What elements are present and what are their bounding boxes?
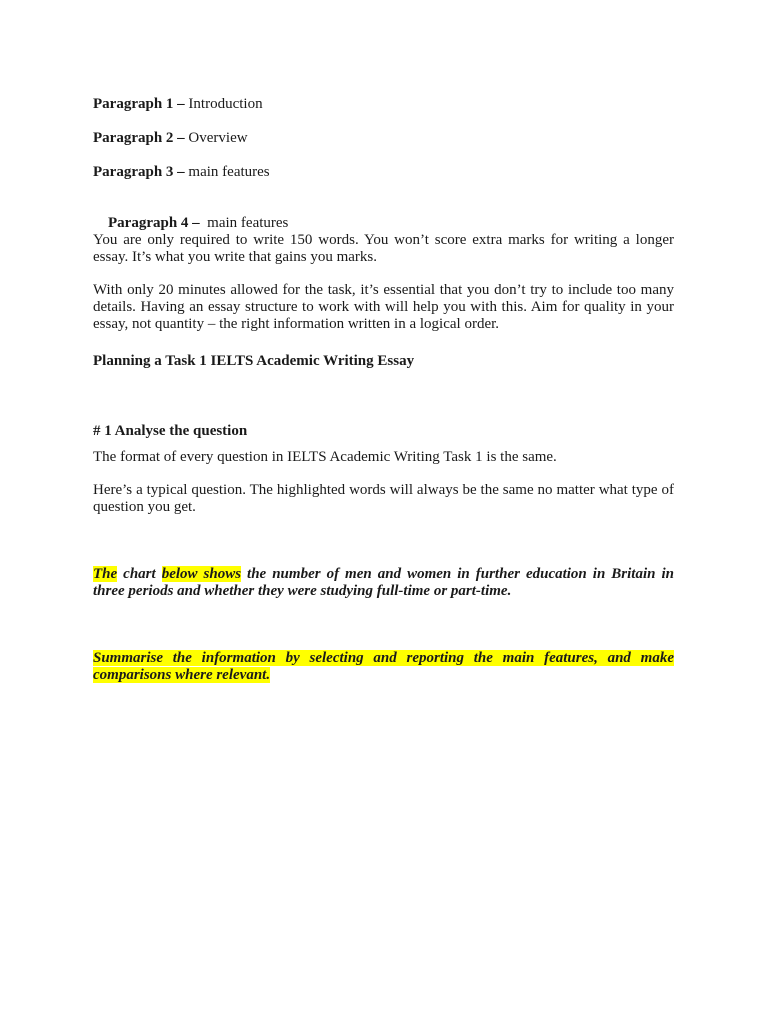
structure-desc: Introduction xyxy=(188,96,263,112)
sample-question-prompt xyxy=(93,566,674,600)
highlighted-instruction: Summarise the information by selecting and reporting the main features, and make comparisons where relevant. xyxy=(93,650,674,683)
structure-desc: main features xyxy=(207,215,289,231)
question-text: the number of men and women in further education in Britain in three periods and whether they were studying full-time or part-time. xyxy=(93,566,674,599)
step1-heading: # 1 Analyse the question xyxy=(93,423,248,439)
structure-item-1 xyxy=(93,96,674,113)
highlighted-word: The xyxy=(93,566,118,582)
word-count-paragraph: You are only required to write 150 words. You won’t score extra marks for writing a longer essay. It’s what you write that gains you marks. xyxy=(93,232,674,265)
time-paragraph: With only 20 minutes allowed for the task, it’s essential that you don’t try to include too many details. Having an essay structure to work with will help you with this. Aim for quality in your essay, not quantity – the right information written in a logical order. xyxy=(93,282,674,332)
question-text: chart xyxy=(117,566,162,582)
structure-sep: – xyxy=(173,164,189,180)
structure-label: Paragraph 2 xyxy=(93,130,174,146)
structure-sep: – xyxy=(173,96,189,112)
format-paragraph: The format of every question in IELTS Academic Writing Task 1 is the same. xyxy=(93,449,557,465)
typical-question-paragraph: Here’s a typical question. The highlighted words will always be the same no matter what type of question you get. xyxy=(93,482,674,515)
structure-item-2 xyxy=(93,130,674,147)
structure-sep: – xyxy=(173,130,189,146)
structure-item-3 xyxy=(93,164,674,181)
highlighted-phrase: below shows xyxy=(161,566,242,582)
structure-sep: – xyxy=(188,215,208,231)
structure-desc: Overview xyxy=(188,130,248,146)
structure-label: Paragraph 4 xyxy=(108,215,189,231)
planning-heading: Planning a Task 1 IELTS Academic Writing Essay xyxy=(93,353,415,369)
sample-question-instruction xyxy=(93,650,674,684)
structure-label: Paragraph 3 xyxy=(93,164,174,180)
structure-desc: main features xyxy=(188,164,270,180)
structure-label: Paragraph 1 xyxy=(93,96,174,112)
